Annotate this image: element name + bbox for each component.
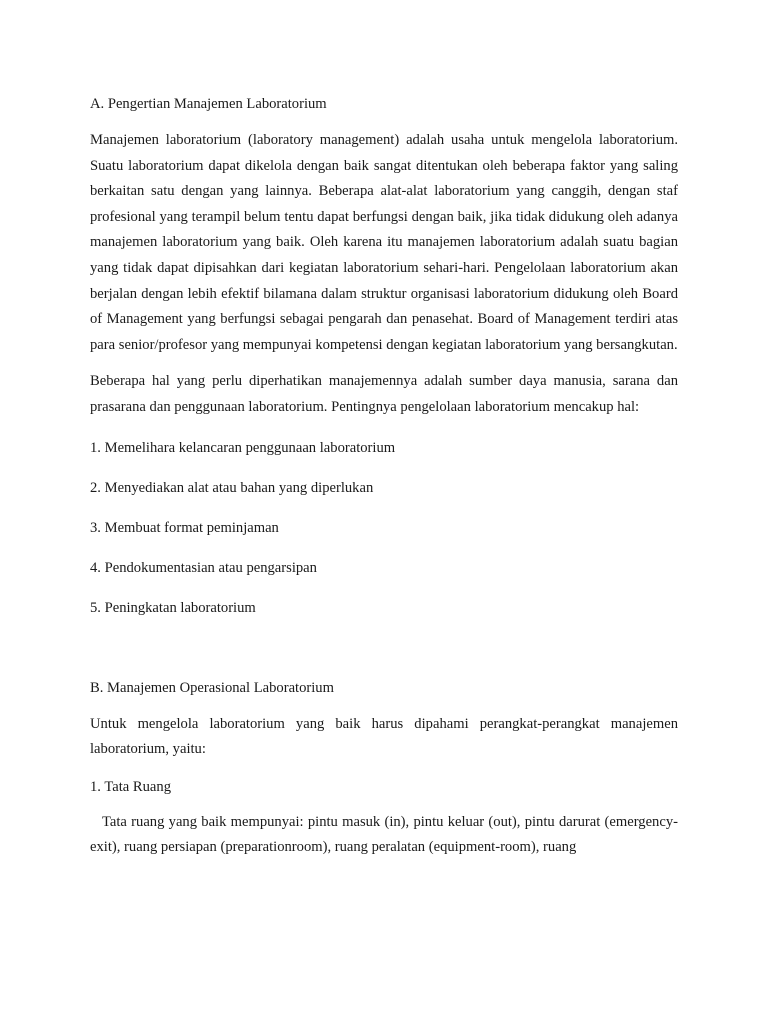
list-item: 4. Pendokumentasian atau pengarsipan — [90, 559, 317, 576]
section-spacer — [90, 635, 678, 675]
document-content — [90, 91, 678, 872]
list-item: 5. Peningkatan laboratorium — [90, 599, 256, 616]
section-b-subheading: 1. Tata Ruang — [90, 778, 171, 795]
list-item: 1. Memelihara kelancaran penggunaan laboratorium — [90, 439, 396, 456]
section-a-paragraph-2: Beberapa hal yang perlu diperhatikan manajemennya adalah sumber daya manusia, sarana dan prasarana dan penggunaan laboratorium. Pentingnya pengelolaan laboratorium mencakup hal: — [90, 373, 678, 415]
list-item: 3. Membuat format peminjaman — [90, 519, 279, 536]
section-a-heading: A. Pengertian Manajemen Laboratorium — [90, 96, 327, 112]
list-item: 2. Menyediakan alat atau bahan yang diperlukan — [90, 479, 374, 496]
section-b-paragraph-1: Untuk mengelola laboratorium yang baik harus dipahami perangkat-perangkat manajemen laboratorium, yaitu: — [90, 715, 678, 758]
section-b-paragraph-2: Tata ruang yang baik mempunyai: pintu masuk (in), pintu keluar (out), pintu darurat (emergency-exit), ruang persiapan (preparationroom), ruang peralatan (equipment-room), ruang — [90, 813, 678, 856]
section-b-heading: B. Manajemen Operasional Laboratorium — [90, 679, 334, 696]
section-a-paragraph-1: Manajemen laboratorium (laboratory management) adalah usaha untuk mengelola laboratorium. Suatu laboratorium dapat dikelola dengan baik sangat ditentukan oleh beberapa faktor yang saling berkaitan satu dengan yang lainnya. Beberapa alat-alat laboratorium yang canggih, dengan staf profesional yang terampil belum tentu dapat berfungsi dengan baik, jika tidak didukung oleh adanya manajemen laboratorium yang baik. Oleh karena itu manajemen laboratorium adalah suatu bagian yang tidak dapat dipisahkan dari kegiatan laboratorium sehari-hari. Pengelolaan laboratorium akan berjalan dengan lebih efektif bilamana dalam struktur organisasi laboratorium didukung oleh Board of Management yang berfungsi sebagai pengarah dan penasehat. Board of Management terdiri atas para senior/profesor yang mempunyai kompetensi dengan kegiatan laboratorium yang bersangkutan. — [90, 132, 678, 353]
